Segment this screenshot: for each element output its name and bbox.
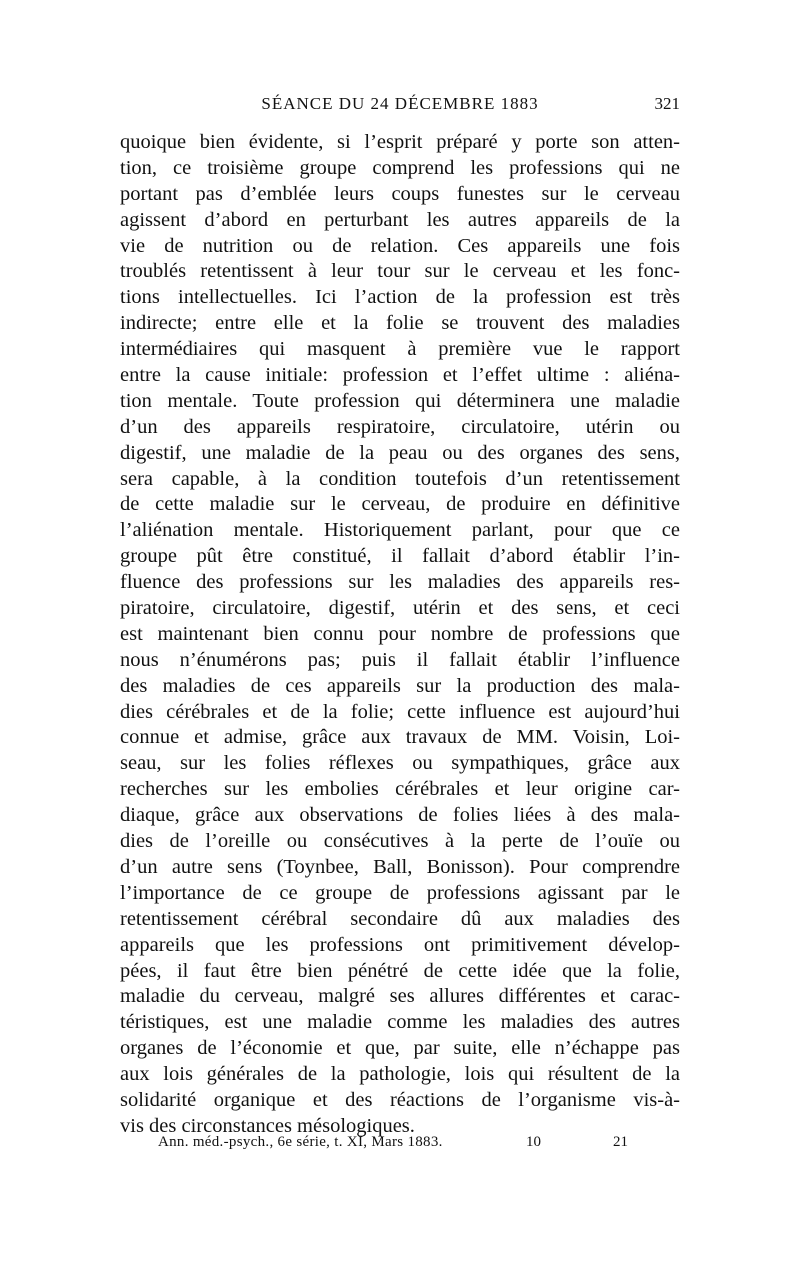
- text-line: d’un autre sens (Toynbee, Ball, Bonisson). Pour comprendre: [120, 855, 680, 878]
- body-paragraph: [120, 130, 680, 1140]
- sheet-number: 21: [613, 1134, 628, 1150]
- text-line: digestif, une maladie de la peau ou des organes des sens,: [120, 441, 680, 464]
- text-line: solidarité organique et des réactions de l’organisme vis-à-: [120, 1088, 680, 1111]
- text-line: tion mentale. Toute profession qui déterminera une maladie: [120, 389, 680, 412]
- text-line: maladie du cerveau, malgré ses allures différentes et carac-: [120, 985, 680, 1008]
- text-line: d’un des appareils respiratoire, circulatoire, utérin ou: [120, 415, 680, 438]
- text-line: sera capable, à la condition toutefois d’un retentissement: [120, 467, 680, 490]
- text-line: groupe pût être constitué, il fallait d’abord établir l’in-: [120, 545, 680, 568]
- text-line: organes de l’économie et que, par suite, elle n’échappe pas: [120, 1037, 680, 1060]
- text-line: est maintenant bien connu pour nombre de professions que: [120, 622, 680, 645]
- text-line: dies cérébrales et de la folie; cette influence est aujourd’hui: [120, 700, 680, 723]
- text-line: diaque, grâce aux observations de folies liées à des mala-: [120, 804, 680, 827]
- text-line: portant pas d’emblée leurs coups funestes sur le cerveau: [120, 182, 680, 205]
- text-line: téristiques, est une maladie comme les maladies des autres: [120, 1011, 680, 1034]
- running-head: [120, 94, 680, 120]
- page-number: 321: [654, 94, 680, 113]
- text-line: tions intellectuelles. Ici l’action de la profession est très: [120, 286, 680, 309]
- text-line: quoique bien évidente, si l’esprit préparé y porte son atten-: [120, 131, 680, 153]
- page-footer: [158, 1134, 628, 1158]
- text-line: de cette maladie sur le cerveau, de produire en définitive: [120, 493, 680, 516]
- text-line: connue et admise, grâce aux travaux de MM. Voisin, Loi-: [120, 726, 680, 749]
- signature-mark: 10: [526, 1134, 541, 1150]
- text-line: seau, sur les folies réflexes ou sympathiques, grâce aux: [120, 752, 680, 775]
- journal-citation: Ann. méd.-psych., 6e série, t. XI, Mars 1883.: [158, 1134, 443, 1150]
- text-line: recherches sur les embolies cérébrales et leur origine car-: [120, 778, 680, 801]
- text-line: entre la cause initiale: profession et l’effet ultime : aliéna-: [120, 364, 680, 387]
- text-line: intermédiaires qui masquent à première vue le rapport: [120, 338, 680, 361]
- text-line: nous n’énumérons pas; puis il fallait établir l’influence: [120, 648, 680, 671]
- text-line: agissent d’abord en perturbant les autres appareils de la: [120, 208, 680, 231]
- text-line-last: vis des circonstances mésologiques.: [120, 1114, 415, 1137]
- text-line: troublés retentissent à leur tour sur le cerveau et les fonc-: [120, 260, 680, 283]
- text-line: retentissement cérébral secondaire dû aux maladies des: [120, 907, 680, 930]
- text-line: fluence des professions sur les maladies des appareils res-: [120, 571, 680, 594]
- text-line: aux lois générales de la pathologie, lois qui résultent de la: [120, 1063, 680, 1086]
- text-line: piratoire, circulatoire, digestif, utérin et des sens, et ceci: [120, 597, 680, 620]
- text-line: l’aliénation mentale. Historiquement parlant, pour que ce: [120, 519, 680, 542]
- text-line: l’importance de ce groupe de professions agissant par le: [120, 881, 680, 904]
- text-line: tion, ce troisième groupe comprend les professions qui ne: [120, 156, 680, 179]
- text-line: pées, il faut être bien pénétré de cette idée que la folie,: [120, 959, 680, 982]
- running-title: SÉANCE DU 24 DÉCEMBRE 1883: [261, 94, 539, 113]
- text-line: indirecte; entre elle et la folie se trouvent des maladies: [120, 312, 680, 335]
- text-line: vie de nutrition ou de relation. Ces appareils une fois: [120, 234, 680, 257]
- text-line: appareils que les professions ont primitivement dévelop-: [120, 933, 680, 956]
- text-line: des maladies de ces appareils sur la production des mala-: [120, 674, 680, 697]
- text-line: dies de l’oreille ou consécutives à la perte de l’ouïe ou: [120, 830, 680, 853]
